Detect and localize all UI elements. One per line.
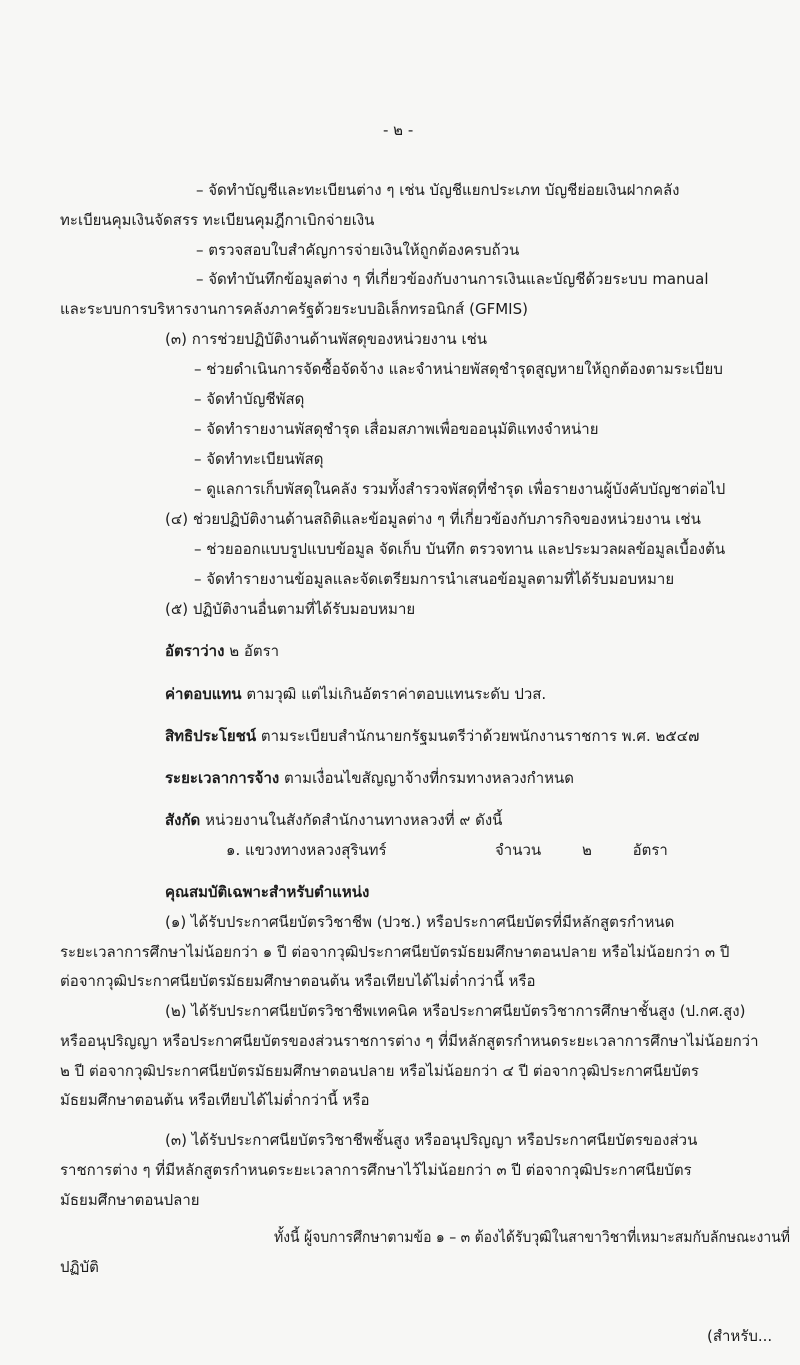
text-line: (๔) ช่วยปฏิบัติงานด้านสถิติและข้อมูลต่าง ๆ ที่เกี่ยวข้องกับภารกิจของหน่วยงาน เช่น [165,510,701,528]
text-line: – จัดทำบัญชีและทะเบียนต่าง ๆ เช่น บัญชีแยกประเภท บัญชีย่อยเงินฝากคลัง [196,181,680,199]
text-line: (๑) ได้รับประกาศนียบัตรวิชาชีพ (ปวช.) หรือประกาศนียบัตรที่มีหลักสูตรกำหนด [165,913,675,931]
text-line: – จัดทำทะเบียนพัสดุ [194,450,324,468]
text-line: ระยะเวลาการศึกษาไม่น้อยกว่า ๑ ปี ต่อจากวุฒิประกาศนียบัตรมัธยมศึกษาตอนปลาย หรือไม่น้อยกว่า ๓ ปี [60,943,730,961]
affiliation-value: หน่วยงานในสังกัดสำนักงานทางหลวงที่ ๙ ดังนี้ [205,811,503,829]
compensation-label: ค่าตอบแทน [165,685,242,703]
unit-line [226,840,387,860]
text-line: ทั้งนี้ ผู้จบการศึกษาตามข้อ ๑ – ๓ ต้องได้รับวุฒิในสาขาวิชาที่เหมาะสมกับลักษณะงานที่ [274,1228,790,1246]
affiliation-line [165,810,502,830]
text-line: – จัดทำบัญชีพัสดุ [194,390,305,408]
text-line: – จัดทำรายงานพัสดุชำรุด เสื่อมสภาพเพื่อขออนุมัติแทงจำหน่าย [194,420,599,438]
unit-count-value: ๒ [581,841,592,859]
text-line: (๓) ได้รับประกาศนียบัตรวิชาชีพชั้นสูง หรืออนุปริญญา หรือประกาศนียบัตรของส่วน [165,1131,698,1149]
continuation-footer: (สำหรับ... [707,1327,773,1345]
unit-count-unit: อัตรา [632,841,668,859]
duration-label: ระยะเวลาการจ้าง [165,769,280,787]
vacancies-line [165,641,279,661]
text-line: และระบบการบริหารงานการคลังภาครัฐด้วยระบบอิเล็กทรอนิกส์ (GFMIS) [60,300,528,318]
vacancies-value: ๒ อัตรา [229,642,280,660]
text-line: – ตรวจสอบใบสำคัญการจ่ายเงินให้ถูกต้องครบถ้วน [196,241,520,259]
duration-line [165,768,574,788]
benefits-value: ตามระเบียบสำนักนายกรัฐมนตรีว่าด้วยพนักงานราชการ พ.ศ. ๒๕๔๗ [260,727,700,745]
text-line: ปฏิบัติ [60,1258,99,1276]
benefits-label: สิทธิประโยชน์ [165,727,257,745]
text-line: ๒ ปี ต่อจากวุฒิประกาศนียบัตรมัธยมศึกษาตอนปลาย หรือไม่น้อยกว่า ๔ ปี ต่อจากวุฒิประกาศนียบัตร [60,1062,699,1080]
unit-count-label: จำนวน [495,841,542,859]
text-line: ทะเบียนคุมเงินจัดสรร ทะเบียนคุมฎีกาเบิกจ่ายเงิน [60,211,375,229]
text-line: มัธยมศึกษาตอนปลาย [60,1191,200,1209]
text-line: – ช่วยออกแบบรูปแบบข้อมูล จัดเก็บ บันทึก ตรวจทาน และประมวลผลข้อมูลเบื้องต้น [194,540,726,558]
text-line: – ดูแลการเก็บพัสดุในคลัง รวมทั้งสำรวจพัสดุที่ชำรุด เพื่อรายงานผู้บังคับบัญชาต่อไป [194,480,726,498]
benefits-line [165,726,699,746]
text-line: (๒) ได้รับประกาศนียบัตรวิชาชีพเทคนิค หรือประกาศนียบัตรวิชาการศึกษาชั้นสูง (ป.กศ.สูง) [165,1002,746,1020]
text-line: (๕) ปฏิบัติงานอื่นตามที่ได้รับมอบหมาย [165,600,416,618]
text-line: – ช่วยดำเนินการจัดซื้อจัดจ้าง และจำหน่ายพัสดุชำรุดสูญหายให้ถูกต้องตามระเบียบ [194,360,723,378]
qualifications-heading: คุณสมบัติเฉพาะสำหรับตำแหน่ง [165,883,370,901]
unit-name: ๑. แขวงทางหลวงสุรินทร์ [226,841,387,859]
duration-value: ตามเงื่อนไขสัญญาจ้างที่กรมทางหลวงกำหนด [284,769,575,787]
text-line: (๓) การช่วยปฏิบัติงานด้านพัสดุของหน่วยงาน เช่น [165,330,488,348]
text-line: – จัดทำบันทึกข้อมูลต่าง ๆ ที่เกี่ยวข้องกับงานการเงินและบัญชีด้วยระบบ manual [196,270,709,288]
compensation-value: ตามวุฒิ แต่ไม่เกินอัตราค่าตอบแทนระดับ ปวส. [246,685,547,703]
text-line: – จัดทำรายงานข้อมูลและจัดเตรียมการนำเสนอข้อมูลตามที่ได้รับมอบหมาย [194,570,675,588]
affiliation-label: สังกัด [165,811,201,829]
compensation-line [165,684,546,704]
vacancies-label: อัตราว่าง [165,642,225,660]
text-line: หรืออนุปริญญา หรือประกาศนียบัตรของส่วนราชการต่าง ๆ ที่มีหลักสูตรกำหนดระยะเวลาการศึกษาไม่น้อยกว่า [60,1032,759,1050]
text-line: ต่อจากวุฒิประกาศนียบัตรมัธยมศึกษาตอนต้น หรือเทียบได้ไม่ต่ำกว่านี้ หรือ [60,972,536,990]
text-line: มัธยมศึกษาตอนต้น หรือเทียบได้ไม่ต่ำกว่านี้ หรือ [60,1091,370,1109]
text-line: ราชการต่าง ๆ ที่มีหลักสูตรกำหนดระยะเวลาการศึกษาไว้ไม่น้อยกว่า ๓ ปี ต่อจากวุฒิประกาศนียบัตร [60,1161,692,1179]
page-number: - ๒ - [383,121,414,139]
unit-count [495,840,668,860]
